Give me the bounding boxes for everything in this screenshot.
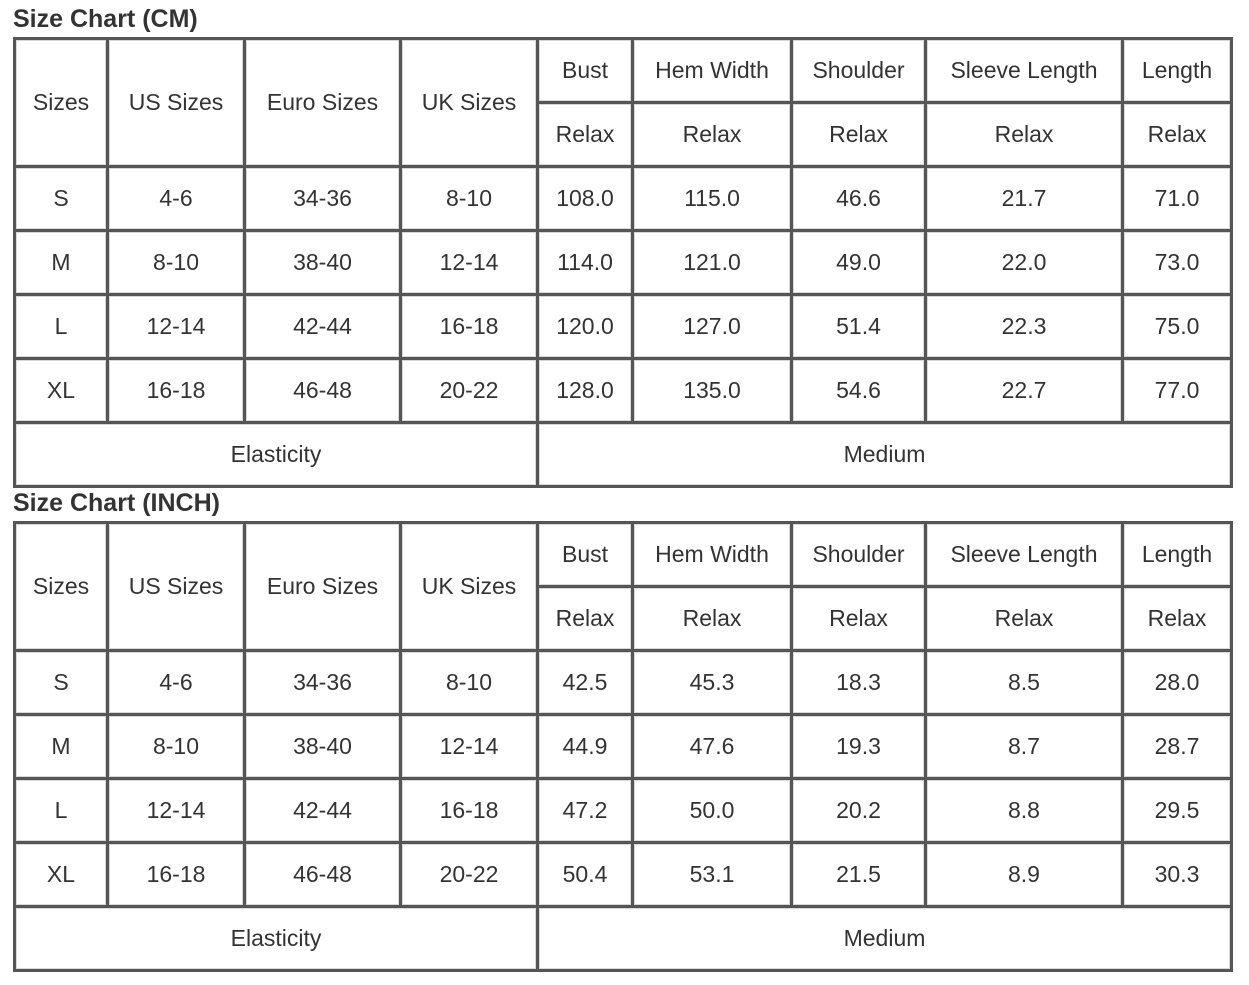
table-cell: 120.0 xyxy=(539,296,634,360)
table-row xyxy=(16,652,1233,716)
table-cell: 50.4 xyxy=(539,844,634,908)
table-cell: 127.0 xyxy=(634,296,793,360)
size-chart-inch-title: Size Chart (INCH) xyxy=(13,489,220,517)
subheader-cell: Relax xyxy=(539,104,634,168)
table-cell: 8-10 xyxy=(109,716,246,780)
size-chart-inch-table xyxy=(13,521,1233,972)
table-cell: 38-40 xyxy=(246,716,402,780)
subheader-cell: Relax xyxy=(927,588,1124,652)
table-cell: 42.5 xyxy=(539,652,634,716)
table-cell: 28.7 xyxy=(1124,716,1233,780)
table-cell: 12-14 xyxy=(109,780,246,844)
header-cell: Sizes xyxy=(16,524,109,652)
table-cell: 16-18 xyxy=(402,296,539,360)
table-cell: 53.1 xyxy=(634,844,793,908)
table-cell: 8-10 xyxy=(402,168,539,232)
subheader-cell: Relax xyxy=(1124,104,1233,168)
table-cell: 128.0 xyxy=(539,360,634,424)
table-cell: 12-14 xyxy=(402,232,539,296)
table-cell: 8-10 xyxy=(402,652,539,716)
footer-row xyxy=(16,908,1233,972)
table-cell: 20-22 xyxy=(402,844,539,908)
header-cell: Sizes xyxy=(16,40,109,168)
subheader-cell: Relax xyxy=(539,588,634,652)
header-cell: Sleeve Length xyxy=(927,40,1124,104)
subheader-cell: Relax xyxy=(1124,588,1233,652)
header-cell: Bust xyxy=(539,524,634,588)
table-cell: 8.5 xyxy=(927,652,1124,716)
subheader-cell: Relax xyxy=(634,588,793,652)
table-cell: 4-6 xyxy=(109,652,246,716)
header-cell: US Sizes xyxy=(109,524,246,652)
table-cell: 49.0 xyxy=(793,232,927,296)
elasticity-label: Elasticity xyxy=(16,908,539,972)
table-cell: L xyxy=(16,780,109,844)
header-cell: UK Sizes xyxy=(402,524,539,652)
table-cell: S xyxy=(16,168,109,232)
table-cell: 47.2 xyxy=(539,780,634,844)
table-cell: 42-44 xyxy=(246,296,402,360)
table-cell: 75.0 xyxy=(1124,296,1233,360)
footer-row xyxy=(16,424,1233,488)
table-cell: 135.0 xyxy=(634,360,793,424)
table-cell: 16-18 xyxy=(109,360,246,424)
table-cell: 115.0 xyxy=(634,168,793,232)
header-cell: Shoulder xyxy=(793,524,927,588)
table-cell: 28.0 xyxy=(1124,652,1233,716)
header-cell: US Sizes xyxy=(109,40,246,168)
table-cell: 44.9 xyxy=(539,716,634,780)
table-cell: 45.3 xyxy=(634,652,793,716)
subheader-cell: Relax xyxy=(634,104,793,168)
table-cell: 22.0 xyxy=(927,232,1124,296)
table-cell: 4-6 xyxy=(109,168,246,232)
header-cell: Euro Sizes xyxy=(246,40,402,168)
table-cell: 19.3 xyxy=(793,716,927,780)
table-cell: 30.3 xyxy=(1124,844,1233,908)
table-cell: 46-48 xyxy=(246,360,402,424)
table-cell: 8.9 xyxy=(927,844,1124,908)
table-row xyxy=(16,360,1233,424)
table-cell: S xyxy=(16,652,109,716)
subheader-cell: Relax xyxy=(793,104,927,168)
table-cell: 16-18 xyxy=(402,780,539,844)
size-chart-cm-table xyxy=(13,37,1233,488)
table-cell: 8.8 xyxy=(927,780,1124,844)
header-cell: Hem Width xyxy=(634,524,793,588)
table-cell: XL xyxy=(16,360,109,424)
subheader-cell: Relax xyxy=(927,104,1124,168)
header-cell: UK Sizes xyxy=(402,40,539,168)
header-row xyxy=(16,524,1233,588)
table-row xyxy=(16,844,1233,908)
table-cell: 77.0 xyxy=(1124,360,1233,424)
table-cell: 20-22 xyxy=(402,360,539,424)
table-cell: 8.7 xyxy=(927,716,1124,780)
table-row xyxy=(16,232,1233,296)
table-cell: 50.0 xyxy=(634,780,793,844)
table-cell: 29.5 xyxy=(1124,780,1233,844)
table-cell: 12-14 xyxy=(109,296,246,360)
header-row xyxy=(16,40,1233,104)
table-cell: 73.0 xyxy=(1124,232,1233,296)
table-cell: 108.0 xyxy=(539,168,634,232)
elasticity-label: Elasticity xyxy=(16,424,539,488)
header-cell: Length xyxy=(1124,40,1233,104)
table-cell: 114.0 xyxy=(539,232,634,296)
table-cell: 47.6 xyxy=(634,716,793,780)
table-cell: M xyxy=(16,232,109,296)
table-cell: 121.0 xyxy=(634,232,793,296)
table-row xyxy=(16,780,1233,844)
table-cell: 51.4 xyxy=(793,296,927,360)
table-cell: XL xyxy=(16,844,109,908)
table-row xyxy=(16,716,1233,780)
table-row xyxy=(16,296,1233,360)
table-cell: 46.6 xyxy=(793,168,927,232)
table-cell: 18.3 xyxy=(793,652,927,716)
table-cell: 46-48 xyxy=(246,844,402,908)
table-cell: 38-40 xyxy=(246,232,402,296)
table-cell: 21.5 xyxy=(793,844,927,908)
table-cell: L xyxy=(16,296,109,360)
header-cell: Length xyxy=(1124,524,1233,588)
table-cell: 16-18 xyxy=(109,844,246,908)
table-cell: M xyxy=(16,716,109,780)
table-row xyxy=(16,168,1233,232)
table-cell: 42-44 xyxy=(246,780,402,844)
header-cell: Euro Sizes xyxy=(246,524,402,652)
header-cell: Hem Width xyxy=(634,40,793,104)
table-cell: 34-36 xyxy=(246,652,402,716)
header-cell: Bust xyxy=(539,40,634,104)
elasticity-value: Medium xyxy=(539,908,1233,972)
table-cell: 22.3 xyxy=(927,296,1124,360)
header-cell: Sleeve Length xyxy=(927,524,1124,588)
elasticity-value: Medium xyxy=(539,424,1233,488)
table-cell: 8-10 xyxy=(109,232,246,296)
table-cell: 34-36 xyxy=(246,168,402,232)
header-cell: Shoulder xyxy=(793,40,927,104)
size-chart-cm-title: Size Chart (CM) xyxy=(13,5,198,33)
table-cell: 54.6 xyxy=(793,360,927,424)
table-cell: 21.7 xyxy=(927,168,1124,232)
table-cell: 20.2 xyxy=(793,780,927,844)
subheader-cell: Relax xyxy=(793,588,927,652)
table-cell: 71.0 xyxy=(1124,168,1233,232)
table-cell: 12-14 xyxy=(402,716,539,780)
table-cell: 22.7 xyxy=(927,360,1124,424)
